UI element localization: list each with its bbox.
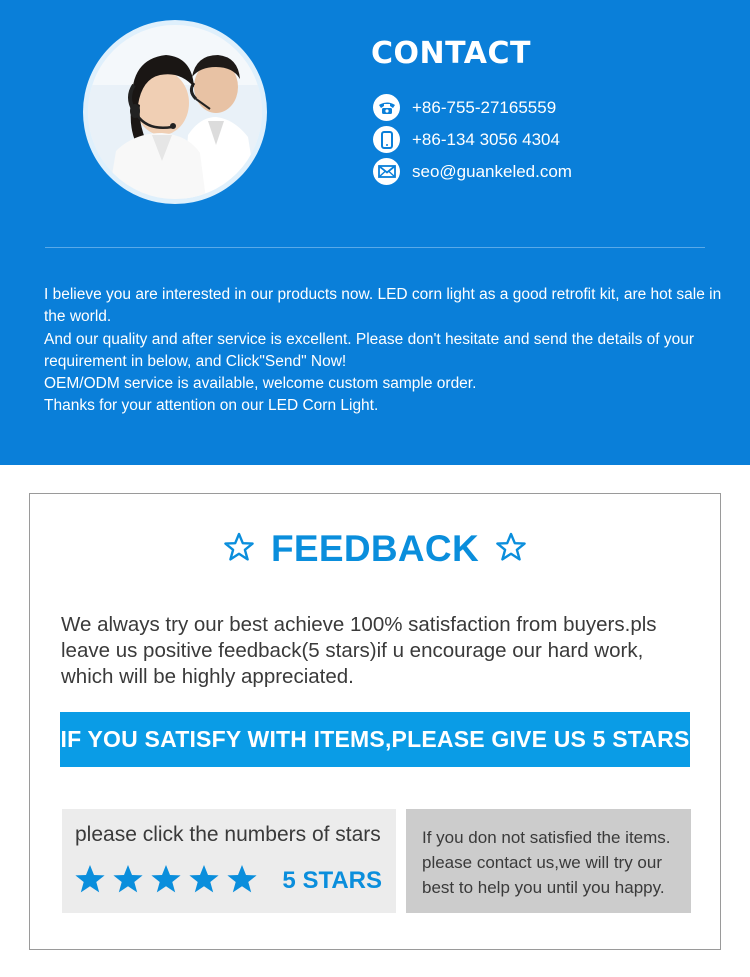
contact-title: CONTACT: [371, 36, 531, 71]
intro-line: OEM/ODM service is available, welcome custom sample order.: [44, 375, 477, 393]
intro-line: And our quality and after service is excellent. Please don't hesitate and send the details of your requirement in below, and Click"Send" Now!: [44, 330, 695, 370]
intro-line: I believe you are interested in our products now. LED corn light as a good retrofit kit, are hot sale in the world.: [44, 286, 722, 326]
star-rating[interactable]: [74, 864, 264, 894]
star-1-icon[interactable]: [74, 864, 106, 894]
email-envelope-icon: [373, 158, 400, 185]
mobile-phone-icon: [373, 126, 400, 153]
star-rating-box: [62, 809, 396, 913]
dissatisfied-note: If you don not satisfied the items. please contact us,we will try our best to help you until you happy.: [422, 828, 671, 897]
customer-service-photo-frame: [83, 20, 267, 204]
contact-intro-text: [44, 284, 724, 418]
feedback-panel: [29, 493, 721, 950]
star-5-icon[interactable]: [226, 864, 258, 894]
contact-divider: [45, 247, 705, 248]
telephone-icon: [373, 94, 400, 121]
contact-mobile[interactable]: +86-134 3056 4304: [412, 129, 560, 149]
five-star-request-banner: IF YOU SATISFY WITH ITEMS,PLEASE GIVE US 5 STARS: [60, 712, 690, 767]
contact-email-row[interactable]: [373, 158, 572, 185]
star-2-icon[interactable]: [112, 864, 144, 894]
stars-count-label: 5 STARS: [282, 867, 382, 894]
contact-phone-row[interactable]: [373, 94, 556, 121]
customer-service-photo: [88, 25, 262, 199]
star-3-icon[interactable]: [150, 864, 182, 894]
feedback-title: FEEDBACK: [271, 528, 479, 569]
contact-email[interactable]: seo@guankeled.com: [412, 161, 572, 181]
stars-prompt: please click the numbers of stars: [75, 823, 381, 846]
star-4-icon[interactable]: [188, 864, 220, 894]
intro-line: Thanks for your attention on our LED Corn Light.: [44, 397, 379, 415]
customer-service-agents-illustration: [88, 25, 262, 199]
dissatisfied-contact-box: [406, 809, 691, 913]
feedback-message: We always try our best achieve 100% satisfaction from buyers.pls leave us positive feedback(5 stars)if u encourage our hard work, which will be highly appreciated.: [61, 613, 657, 688]
star-outline-icon: [495, 532, 527, 567]
star-outline-icon: [223, 532, 255, 567]
feedback-heading: [30, 528, 720, 570]
contact-panel: [0, 0, 750, 465]
contact-mobile-row[interactable]: [373, 126, 560, 153]
contact-phone[interactable]: +86-755-27165559: [412, 97, 557, 117]
